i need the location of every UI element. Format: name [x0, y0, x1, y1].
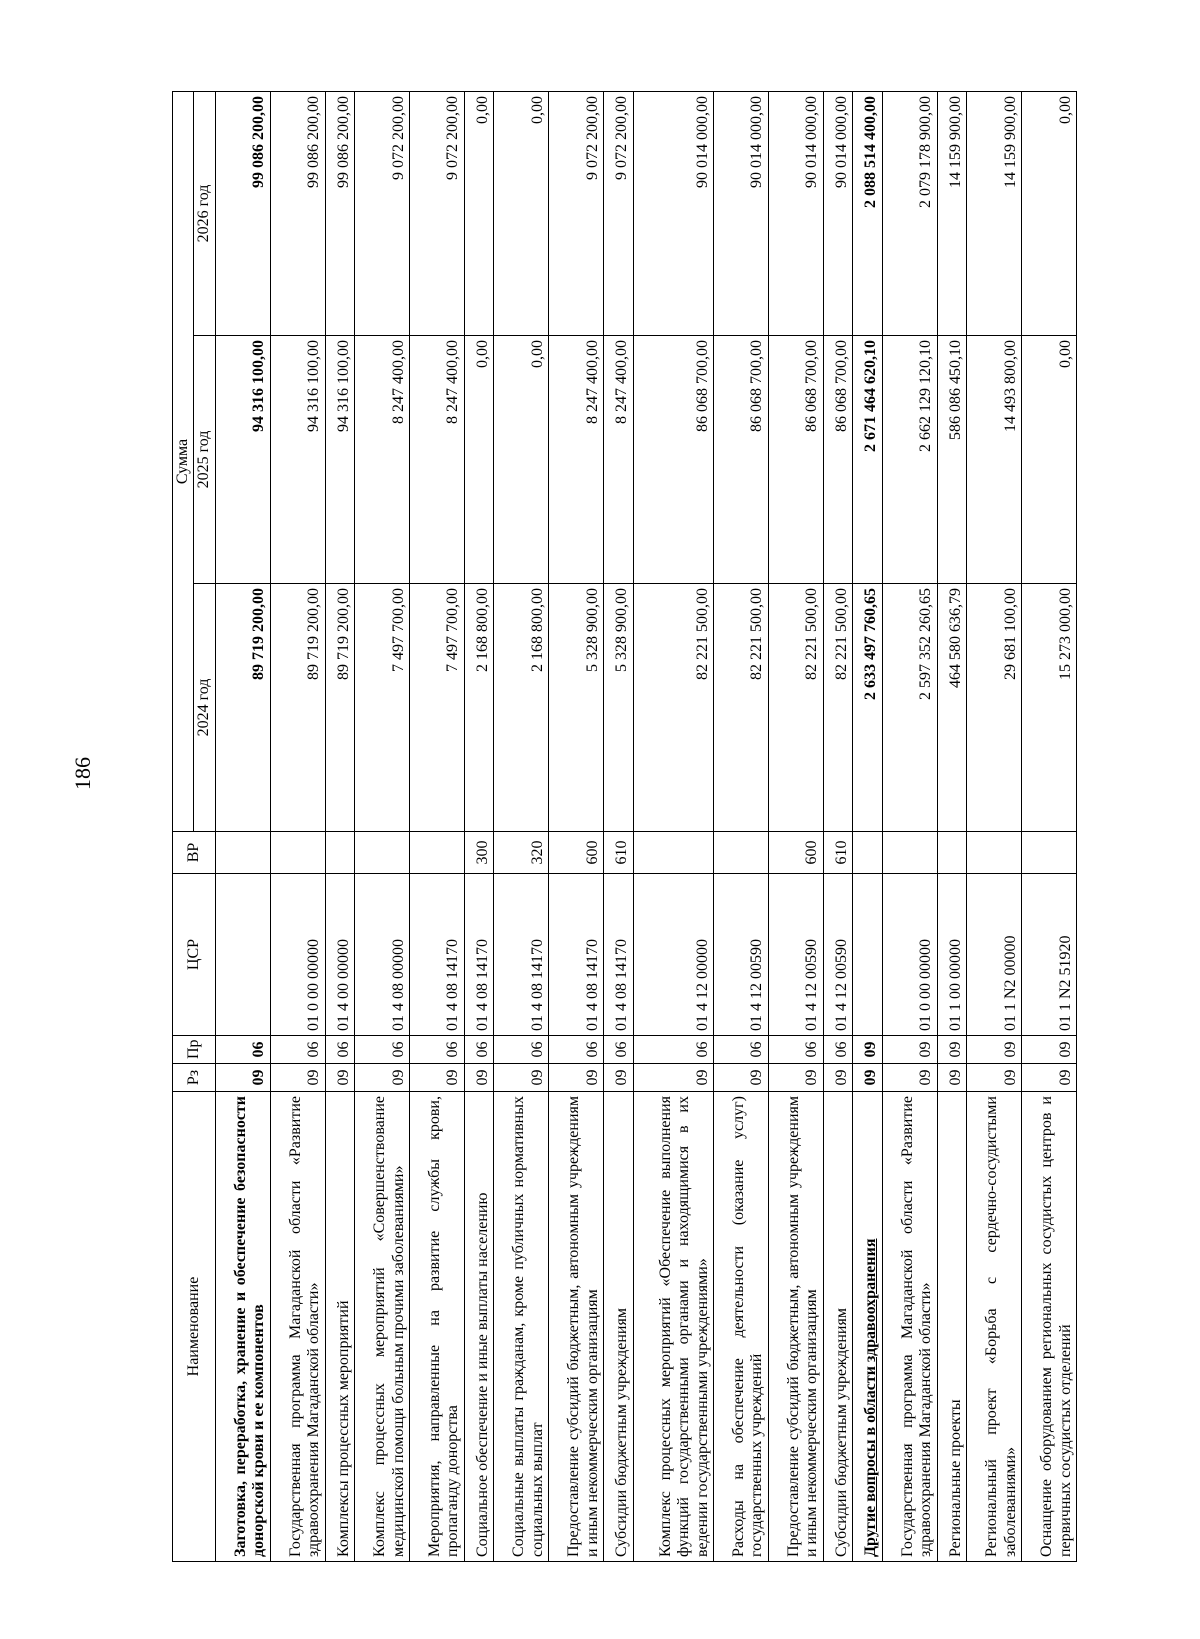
header-csr: ЦСР	[173, 874, 216, 1036]
row-2024: 89 719 200,00	[270, 584, 325, 832]
row-2024: 82 221 500,00	[713, 584, 768, 832]
row-2024: 2 168 800,00	[494, 584, 549, 832]
page-number: 186	[70, 757, 95, 790]
row-rz: 09	[1022, 1064, 1077, 1092]
row-name-text: Социальное обеспечение и иные выплаты населению	[473, 1192, 491, 1557]
row-rz: 09	[325, 1064, 355, 1092]
row-vr: 600	[768, 832, 823, 874]
row-vr	[215, 832, 270, 874]
table-row	[1022, 91, 1077, 1561]
table-row	[604, 91, 634, 1561]
row-csr: 01 4 08 14170	[494, 874, 549, 1036]
header-pr: Пр	[173, 1036, 216, 1064]
row-2024: 2 633 497 760,65	[853, 584, 883, 832]
row-2026: 99 086 200,00	[270, 91, 325, 335]
row-name-text: Государственная программа Магаданской области «Развитие здравоохранения Магаданской области»	[286, 1096, 323, 1557]
table-row	[633, 91, 713, 1561]
row-2025: 94 316 100,00	[325, 336, 355, 584]
row-csr: 01 4 08 14170	[604, 874, 634, 1036]
row-2026: 14 159 900,00	[967, 91, 1022, 335]
table-row	[967, 91, 1022, 1561]
row-csr: 01 4 12 00590	[713, 874, 768, 1036]
row-name	[937, 1092, 967, 1562]
row-csr	[215, 874, 270, 1036]
table-row	[768, 91, 823, 1561]
row-2026: 90 014 000,00	[633, 91, 713, 335]
table-row	[409, 91, 464, 1561]
row-rz: 09	[270, 1064, 325, 1092]
row-csr: 01 4 08 14170	[409, 874, 464, 1036]
row-2026: 9 072 200,00	[355, 91, 410, 335]
row-2024: 464 580 636,79	[937, 584, 967, 832]
row-name	[355, 1092, 410, 1562]
row-vr	[325, 832, 355, 874]
header-2024: 2024 год	[194, 584, 215, 832]
row-2025: 0,00	[464, 336, 494, 584]
row-vr: 300	[464, 832, 494, 874]
row-pr: 06	[549, 1036, 604, 1064]
row-csr: 01 1 N2 51920	[1022, 874, 1077, 1036]
table-row	[882, 91, 937, 1561]
row-name	[967, 1092, 1022, 1562]
row-pr: 09	[1022, 1036, 1077, 1064]
row-name-text: Субсидии бюджетным учреждениям	[613, 1308, 631, 1557]
row-rz: 09	[882, 1064, 937, 1092]
row-csr: 01 1 N2 00000	[967, 874, 1022, 1036]
header-rz: Рз	[173, 1064, 216, 1092]
row-pr: 06	[325, 1036, 355, 1064]
row-pr: 06	[633, 1036, 713, 1064]
row-name-text: Другие вопросы в области здравоохранения	[862, 1238, 880, 1557]
row-2026: 0,00	[464, 91, 494, 335]
row-2024: 2 597 352 260,65	[882, 584, 937, 832]
row-csr: 01 4 12 00000	[633, 874, 713, 1036]
row-2024: 82 221 500,00	[633, 584, 713, 832]
table-row	[270, 91, 325, 1561]
rotated-page-content	[172, 92, 1077, 1562]
row-2025: 2 662 129 120,10	[882, 336, 937, 584]
row-vr	[355, 832, 410, 874]
row-vr: 610	[823, 832, 853, 874]
table-row	[853, 91, 883, 1561]
table-row	[713, 91, 768, 1561]
row-name	[853, 1092, 883, 1562]
row-name	[215, 1092, 270, 1562]
row-2026: 99 086 200,00	[215, 91, 270, 335]
row-2026: 90 014 000,00	[768, 91, 823, 335]
row-2024: 15 273 000,00	[1022, 584, 1077, 832]
row-csr: 01 4 12 00590	[823, 874, 853, 1036]
row-rz: 09	[853, 1064, 883, 1092]
row-rz: 09	[768, 1064, 823, 1092]
row-csr: 01 1 00 00000	[937, 874, 967, 1036]
row-vr	[633, 832, 713, 874]
row-name-text: Региональный проект «Борьба с сердечно-сосудистыми заболеваниями»	[983, 1096, 1019, 1557]
row-csr: 01 4 12 00590	[768, 874, 823, 1036]
row-rz: 09	[215, 1064, 270, 1092]
row-pr: 06	[464, 1036, 494, 1064]
row-2024: 89 719 200,00	[215, 584, 270, 832]
row-2026: 99 086 200,00	[325, 91, 355, 335]
row-pr: 06	[604, 1036, 634, 1064]
row-name	[633, 1092, 713, 1562]
row-name	[409, 1092, 464, 1562]
row-name-text: Оснащение оборудованием региональных сосудистых центров и первичных сосудистых отделений	[1038, 1096, 1074, 1557]
row-vr	[713, 832, 768, 874]
row-csr: 01 4 08 14170	[549, 874, 604, 1036]
row-2025: 86 068 700,00	[713, 336, 768, 584]
row-2024: 89 719 200,00	[325, 584, 355, 832]
row-name-text: Предоставление субсидий бюджетным, автономным учреждениям и иным некоммерческим организациям	[565, 1096, 601, 1557]
row-pr: 09	[937, 1036, 967, 1064]
table-row	[823, 91, 853, 1561]
row-2024: 2 168 800,00	[464, 584, 494, 832]
row-2024: 5 328 900,00	[604, 584, 634, 832]
row-csr	[853, 874, 883, 1036]
header-row-1	[173, 91, 194, 1561]
row-rz: 09	[823, 1064, 853, 1092]
row-name-text: Субсидии бюджетным учреждениям	[832, 1308, 850, 1557]
row-name	[604, 1092, 634, 1562]
row-pr: 06	[409, 1036, 464, 1064]
header-2025: 2025 год	[194, 336, 215, 584]
row-2025: 86 068 700,00	[823, 336, 853, 584]
row-name	[1022, 1092, 1077, 1562]
row-2024: 82 221 500,00	[768, 584, 823, 832]
row-2026: 0,00	[494, 91, 549, 335]
row-pr: 06	[713, 1036, 768, 1064]
row-rz: 09	[494, 1064, 549, 1092]
row-vr: 610	[604, 832, 634, 874]
row-pr: 06	[823, 1036, 853, 1064]
header-name: Наименование	[173, 1092, 216, 1562]
row-name-text: Комплексы процессных мероприятий	[334, 1300, 352, 1557]
row-2026: 90 014 000,00	[823, 91, 853, 335]
row-2026: 2 079 178 900,00	[882, 91, 937, 335]
row-pr: 06	[215, 1036, 270, 1064]
row-2025: 586 086 450,10	[937, 336, 967, 584]
row-rz: 09	[967, 1064, 1022, 1092]
row-rz: 09	[549, 1064, 604, 1092]
row-name	[549, 1092, 604, 1562]
row-2025: 2 671 464 620,10	[853, 336, 883, 584]
row-name-text: Расходы на обеспечение деятельности (оказание услуг) государственных учреждений	[730, 1096, 766, 1557]
table-row	[215, 91, 270, 1561]
row-name	[882, 1092, 937, 1562]
table-row	[937, 91, 967, 1561]
row-pr: 06	[494, 1036, 549, 1064]
table-row	[325, 91, 355, 1561]
row-vr	[967, 832, 1022, 874]
row-pr: 06	[768, 1036, 823, 1064]
row-2025: 86 068 700,00	[633, 336, 713, 584]
row-vr	[853, 832, 883, 874]
row-name-text: Мероприятия, направленные на развитие службы крови, пропаганду донорства	[426, 1096, 462, 1557]
row-csr: 01 4 08 14170	[464, 874, 494, 1036]
header-sum: Сумма	[173, 91, 194, 831]
row-pr: 09	[967, 1036, 1022, 1064]
row-name	[494, 1092, 549, 1562]
row-2024: 7 497 700,00	[409, 584, 464, 832]
row-2025: 8 247 400,00	[604, 336, 634, 584]
row-vr	[270, 832, 325, 874]
header-2026: 2026 год	[194, 91, 215, 335]
row-vr	[937, 832, 967, 874]
row-2024: 7 497 700,00	[355, 584, 410, 832]
row-rz: 09	[633, 1064, 713, 1092]
row-2025: 14 493 800,00	[967, 336, 1022, 584]
header-vr: ВР	[173, 832, 216, 874]
table-row	[355, 91, 410, 1561]
row-2025: 8 247 400,00	[409, 336, 464, 584]
row-rz: 09	[409, 1064, 464, 1092]
row-2026: 9 072 200,00	[604, 91, 634, 335]
row-rz: 09	[713, 1064, 768, 1092]
row-pr: 06	[355, 1036, 410, 1064]
row-2024: 29 681 100,00	[967, 584, 1022, 832]
table-row	[549, 91, 604, 1561]
row-name-text: Региональные проекты	[946, 1399, 964, 1557]
row-2025: 8 247 400,00	[355, 336, 410, 584]
row-2025: 86 068 700,00	[768, 336, 823, 584]
row-2025: 0,00	[1022, 336, 1077, 584]
row-rz: 09	[937, 1064, 967, 1092]
row-2025: 94 316 100,00	[270, 336, 325, 584]
row-vr	[882, 832, 937, 874]
row-2026: 2 088 514 400,00	[853, 91, 883, 335]
row-pr: 09	[882, 1036, 937, 1064]
row-name	[270, 1092, 325, 1562]
row-2025: 8 247 400,00	[549, 336, 604, 584]
row-2026: 14 159 900,00	[937, 91, 967, 335]
row-vr: 320	[494, 832, 549, 874]
row-name-text: Государственная программа Магаданской области «Развитие здравоохранения Магаданской области»	[898, 1096, 935, 1557]
row-name-text: Социальные выплаты гражданам, кроме публичных нормативных социальных выплат	[510, 1096, 546, 1557]
row-name-text: Комплекс процессных мероприятий «Обеспечение выполнения функций государственными органами и находящимися в их ведении государственными учреждениями»	[656, 1096, 711, 1557]
row-csr: 01 4 00 00000	[325, 874, 355, 1036]
row-2026: 90 014 000,00	[713, 91, 768, 335]
row-name	[768, 1092, 823, 1562]
row-2024: 5 328 900,00	[549, 584, 604, 832]
row-rz: 09	[355, 1064, 410, 1092]
budget-table	[172, 91, 1077, 1562]
row-vr	[1022, 832, 1077, 874]
row-name	[823, 1092, 853, 1562]
table-row	[464, 91, 494, 1561]
row-rz: 09	[604, 1064, 634, 1092]
row-name	[713, 1092, 768, 1562]
row-name-text: Предоставление субсидий бюджетным, автономным учреждениям и иным некоммерческим организациям	[784, 1096, 821, 1557]
row-name	[325, 1092, 355, 1562]
row-pr: 09	[853, 1036, 883, 1064]
row-csr: 01 4 08 00000	[355, 874, 410, 1036]
row-vr: 600	[549, 832, 604, 874]
row-2026: 0,00	[1022, 91, 1077, 335]
row-2026: 9 072 200,00	[409, 91, 464, 335]
row-pr: 06	[270, 1036, 325, 1064]
row-2025: 0,00	[494, 336, 549, 584]
row-2025: 94 316 100,00	[215, 336, 270, 584]
row-name-text: Комплекс процессных мероприятий «Совершенствование медицинской помощи больным прочими заболеваниями»	[371, 1096, 407, 1557]
row-rz: 09	[464, 1064, 494, 1092]
row-csr: 01 0 00 00000	[882, 874, 937, 1036]
row-csr: 01 0 00 00000	[270, 874, 325, 1036]
row-name	[464, 1092, 494, 1562]
row-vr	[409, 832, 464, 874]
row-2024: 82 221 500,00	[823, 584, 853, 832]
row-2026: 9 072 200,00	[549, 91, 604, 335]
row-name-text: Заготовка, переработка, хранение и обеспечение безопасности донорской крови и ее компонентов	[231, 1096, 268, 1557]
table-row	[494, 91, 549, 1561]
